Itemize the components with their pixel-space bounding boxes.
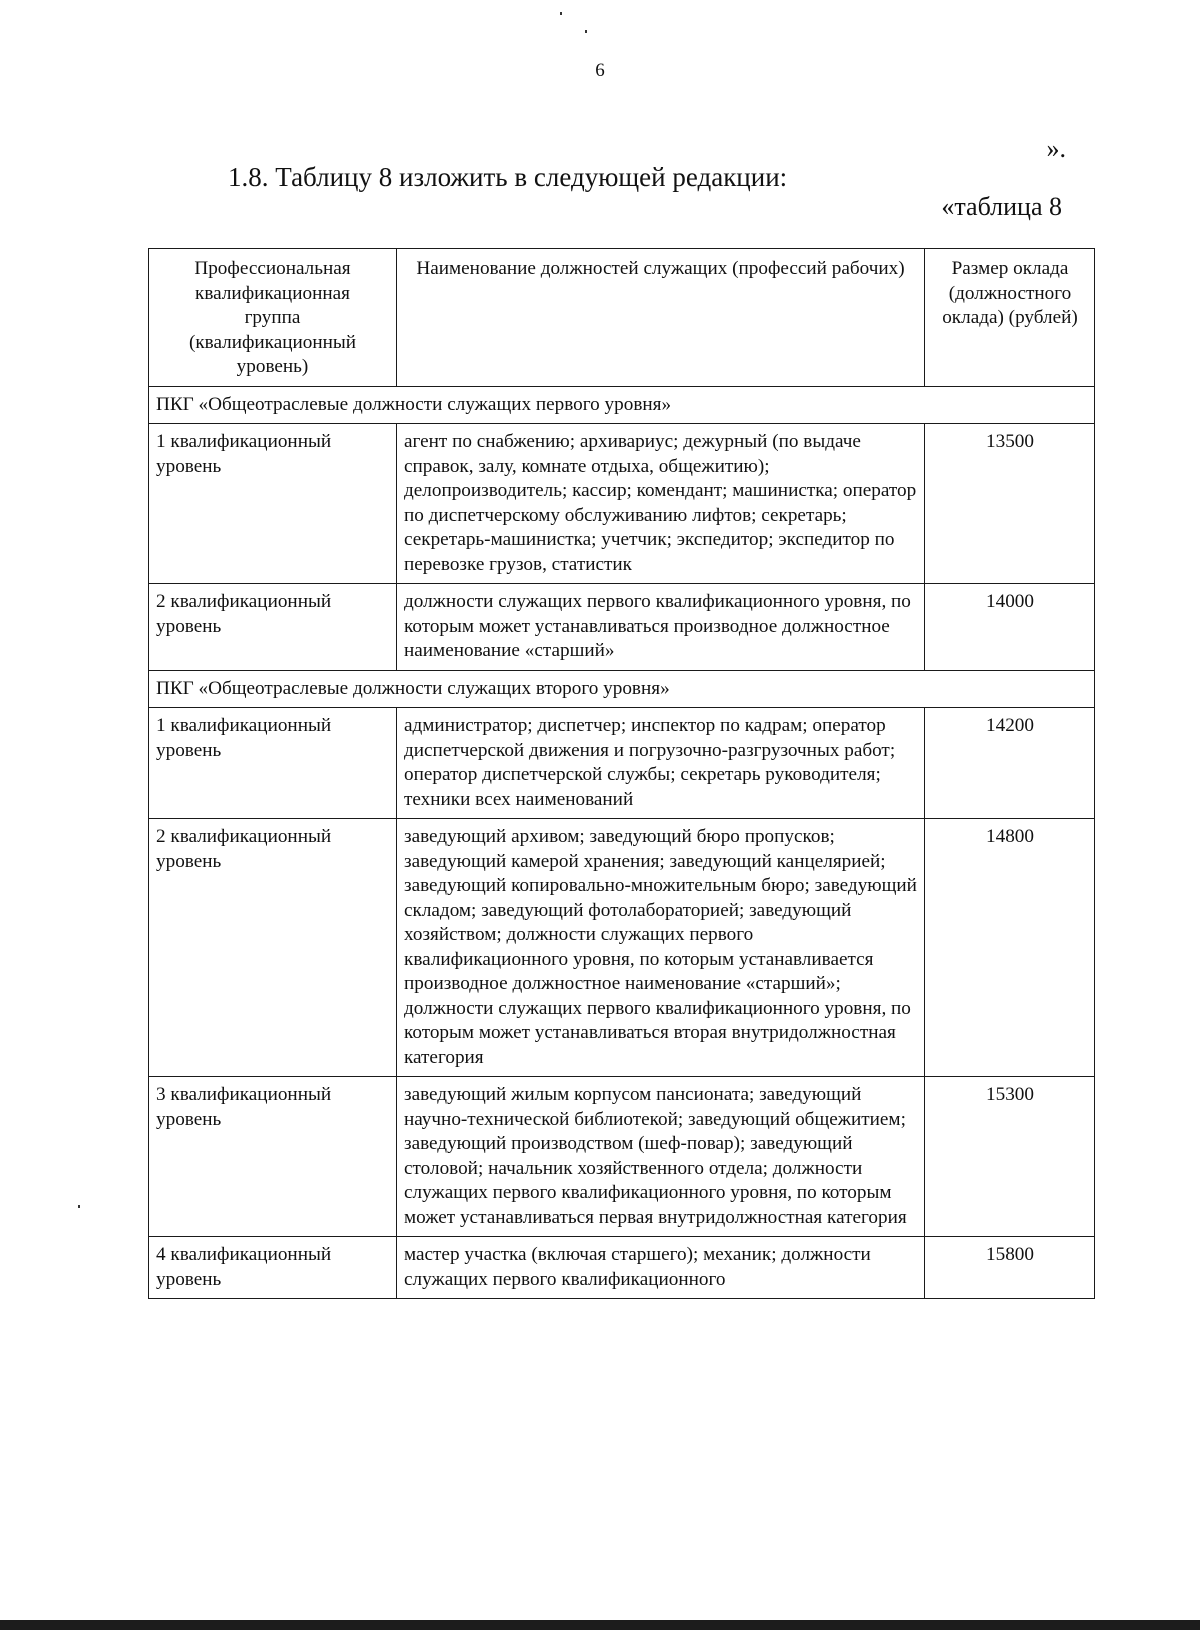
table-row xyxy=(149,708,1095,819)
section-heading: 1.8. Таблицу 8 изложить в следующей редакции: xyxy=(228,162,788,192)
group-title: ПКГ «Общеотраслевые должности служащих второго уровня» xyxy=(149,670,1095,708)
table-row xyxy=(149,1077,1095,1237)
table-row xyxy=(149,819,1095,1077)
group-row xyxy=(149,670,1095,708)
qualification-level: 2 квалификационный уровень xyxy=(149,584,397,671)
salary-amount: 13500 xyxy=(925,424,1095,584)
group-title: ПКГ «Общеотраслевые должности служащих первого уровня» xyxy=(149,386,1095,424)
header-salary: Размер оклада (должностного оклада) (рублей) xyxy=(925,249,1095,387)
closing-quote: ». xyxy=(1046,134,1066,163)
group-row xyxy=(149,386,1095,424)
position-list: заведующий жилым корпусом пансионата; заведующий научно-технической библиотекой; заведующий общежитием; заведующий производством (шеф-повар); заведующий столовой; начальник хозяйственного отдела; должности служащих первого квалификационного уровня, по которым может устанавливаться первая внутридолжностная категория xyxy=(397,1077,925,1237)
scan-speck xyxy=(585,30,587,33)
qualification-level: 4 квалификационный уровень xyxy=(149,1237,397,1299)
position-list: должности служащих первого квалификационного уровня, по которым может устанавливаться производное должностное наименование «старший» xyxy=(397,584,925,671)
qualification-level: 1 квалификационный уровень xyxy=(149,424,397,584)
table-header-row xyxy=(149,249,1095,387)
table-caption: «таблица 8 xyxy=(941,192,1062,221)
position-list: мастер участка (включая старшего); механик; должности служащих первого квалификационного xyxy=(397,1237,925,1299)
header-position-names: Наименование должностей служащих (профессий рабочих) xyxy=(397,249,925,387)
position-list: администратор; диспетчер; инспектор по кадрам; оператор диспетчерской движения и погрузочно-разгрузочных работ; оператор диспетчерской службы; секретарь руководителя; техники всех наименований xyxy=(397,708,925,819)
page-number: 6 xyxy=(595,60,605,81)
salary-amount: 14800 xyxy=(925,819,1095,1077)
qualification-level: 3 квалификационный уровень xyxy=(149,1077,397,1237)
position-list: заведующий архивом; заведующий бюро пропусков; заведующий камерой хранения; заведующий канцелярией; заведующий копировально-множительным бюро; заведующий складом; заведующий фотолабораторией; заведующий хозяйством; должности служащих первого квалификационного уровня, по которым устанавливается производное должностное наименование «старший»; должности служащих первого квалификационного уровня, по которым может устанавливаться вторая внутридолжностная категория xyxy=(397,819,925,1077)
table-row xyxy=(149,584,1095,671)
salary-amount: 15800 xyxy=(925,1237,1095,1299)
salary-table xyxy=(148,248,1095,1299)
qualification-level: 1 квалификационный уровень xyxy=(149,708,397,819)
scan-speck xyxy=(560,12,562,15)
scan-edge xyxy=(0,1620,1200,1630)
header-qualification-group: Профессиональная квалификационная группа (квалификационный уровень) xyxy=(149,249,397,387)
table-row xyxy=(149,424,1095,584)
salary-amount: 14000 xyxy=(925,584,1095,671)
table-row xyxy=(149,1237,1095,1299)
salary-amount: 15300 xyxy=(925,1077,1095,1237)
salary-amount: 14200 xyxy=(925,708,1095,819)
position-list: агент по снабжению; архивариус; дежурный (по выдаче справок, залу, комнате отдыха, общежитию); делопроизводитель; кассир; комендант; машинистка; оператор по диспетчерскому обслуживанию лифтов; секретарь; секретарь-машинистка; учетчик; экспедитор; экспедитор по перевозке грузов, статистик xyxy=(397,424,925,584)
qualification-level: 2 квалификационный уровень xyxy=(149,819,397,1077)
scan-speck xyxy=(78,1205,80,1208)
